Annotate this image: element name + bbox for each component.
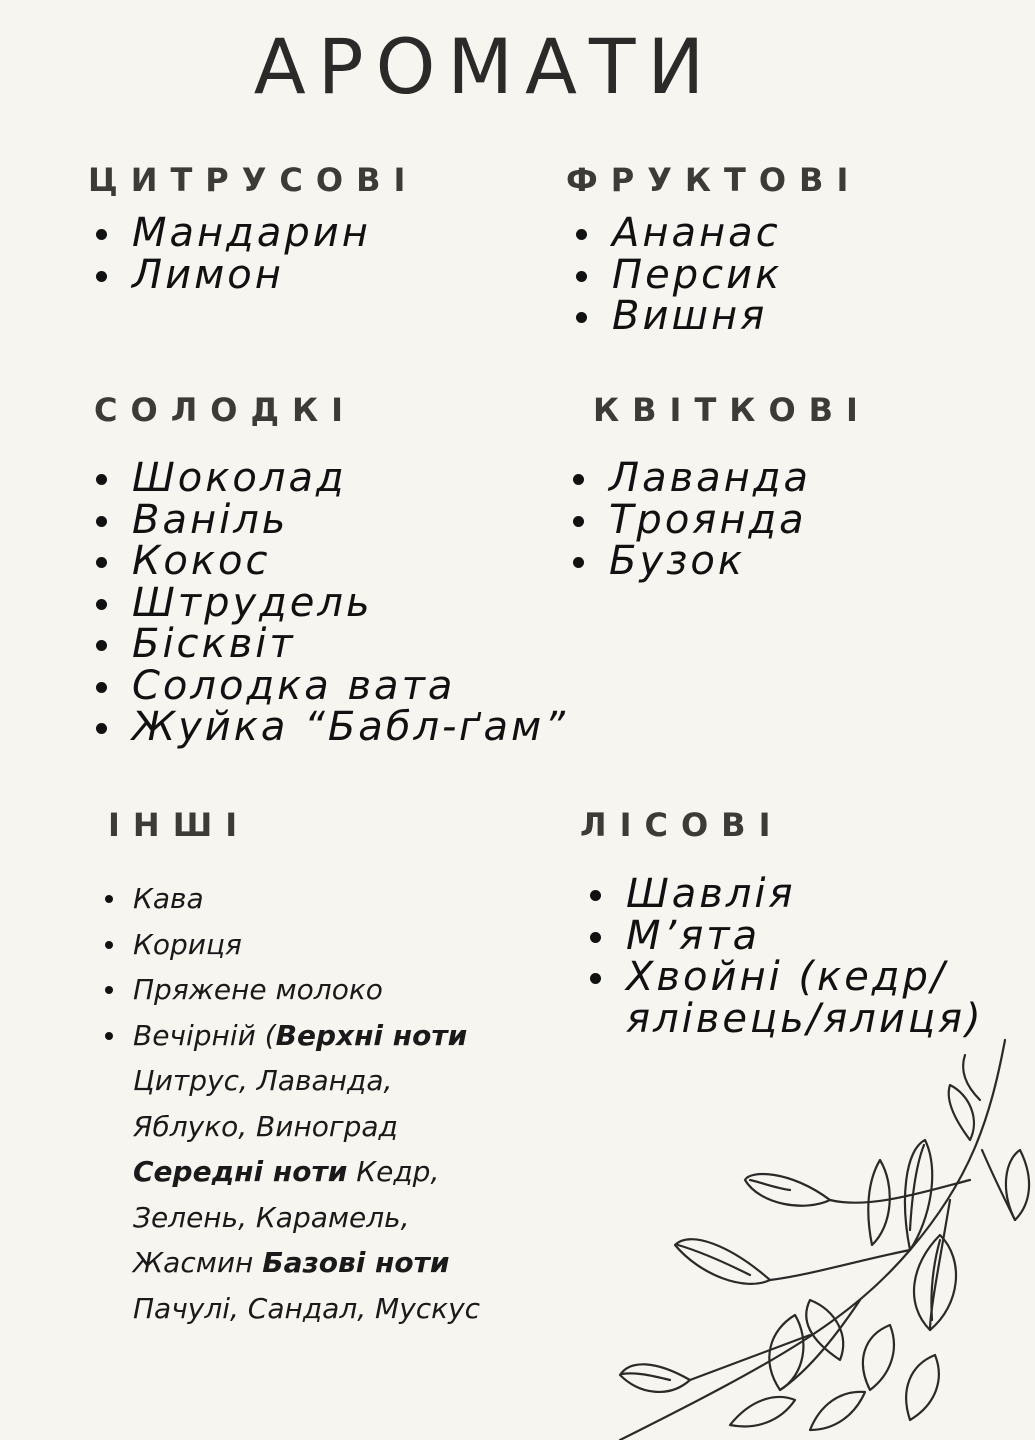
- bullet-icon: [96, 229, 107, 240]
- list-item: Бісквіт: [96, 624, 568, 666]
- evening-line-6: Жасмин Базові ноти: [133, 1246, 450, 1279]
- bullet-icon: [105, 895, 113, 903]
- evening-line-1: Вечірній (Верхні ноти: [133, 1018, 468, 1052]
- bullet-icon: [573, 557, 584, 568]
- bullet-icon: [576, 312, 587, 323]
- evening-line-5: Зелень, Карамель,: [133, 1200, 410, 1234]
- bullet-icon: [590, 932, 601, 943]
- evening-line-2: Цитрус, Лаванда,: [133, 1064, 393, 1097]
- bullet-icon: [105, 1032, 113, 1040]
- list-item: Шавлія: [590, 874, 984, 916]
- citrus-list: [96, 210, 371, 298]
- middle-notes-label: Середні ноти: [133, 1155, 348, 1188]
- fruit-list: [576, 210, 783, 339]
- base-notes-label: Базові ноти: [262, 1246, 450, 1279]
- bullet-icon: [105, 986, 113, 994]
- other-list: [105, 876, 480, 1331]
- page-title: АРОМАТИ: [253, 22, 717, 111]
- bullet-icon: [573, 474, 584, 485]
- list-item: Шоколад: [96, 458, 568, 500]
- list-item: Штрудель: [96, 583, 568, 625]
- list-item: Кокос: [96, 541, 568, 583]
- leafy-branch-icon: [610, 1030, 1035, 1440]
- bullet-icon: [105, 941, 113, 949]
- list-item-continuation: ялівець/ялиця): [626, 995, 984, 1042]
- top-notes-label: Верхні ноти: [275, 1018, 468, 1052]
- bullet-icon: [590, 973, 601, 984]
- list-item: Солодка вата: [96, 666, 568, 708]
- evening-line-4: Середні ноти Кедр,: [133, 1155, 440, 1188]
- list-item: Лаванда: [573, 458, 811, 500]
- section-title-citrus: ЦИТРУСОВІ: [88, 161, 419, 199]
- section-title-fruit: ФРУКТОВІ: [566, 161, 862, 199]
- floral-list: [573, 455, 811, 584]
- list-item: Персик: [576, 255, 782, 297]
- sweet-list: [96, 455, 568, 750]
- bullet-icon: [576, 271, 587, 282]
- evening-line-7: Пачулі, Сандал, Мускус: [133, 1291, 481, 1325]
- bullet-icon: [96, 682, 107, 693]
- bullet-icon: [96, 599, 107, 610]
- bullet-icon: [96, 723, 107, 734]
- list-item: Бузок: [573, 541, 811, 583]
- section-title-floral: КВІТКОВІ: [593, 391, 871, 429]
- bullet-icon: [96, 640, 107, 651]
- section-title-forest: ЛІСОВІ: [580, 806, 784, 844]
- bullet-icon: [573, 516, 584, 527]
- list-item: Пряжене молоко: [105, 967, 480, 1013]
- section-title-sweet: СОЛОДКІ: [94, 391, 357, 429]
- list-item: Троянда: [573, 500, 811, 542]
- list-item: Ваніль: [96, 500, 568, 542]
- bullet-icon: [590, 890, 601, 901]
- list-item: Жуйка “Бабл-ґам”: [96, 707, 568, 749]
- list-item: Ананас: [576, 213, 782, 255]
- list-item-evening: [105, 1013, 480, 1332]
- evening-line-3: Яблуко, Виноград: [133, 1109, 398, 1143]
- list-item: Кориця: [105, 922, 480, 968]
- list-item: Лимон: [96, 255, 371, 297]
- list-item: М’ята: [590, 916, 984, 958]
- bullet-icon: [576, 229, 587, 240]
- list-item: Хвойні (кедр/: [590, 957, 984, 999]
- bullet-icon: [96, 474, 107, 485]
- bullet-icon: [96, 516, 107, 527]
- list-item: Вишня: [576, 296, 782, 338]
- section-title-other: ІНШІ: [108, 806, 251, 844]
- forest-list: [590, 871, 984, 1042]
- bullet-icon: [96, 271, 107, 282]
- list-item: Кава: [105, 876, 480, 922]
- bullet-icon: [96, 557, 107, 568]
- list-item: Мандарин: [96, 213, 371, 255]
